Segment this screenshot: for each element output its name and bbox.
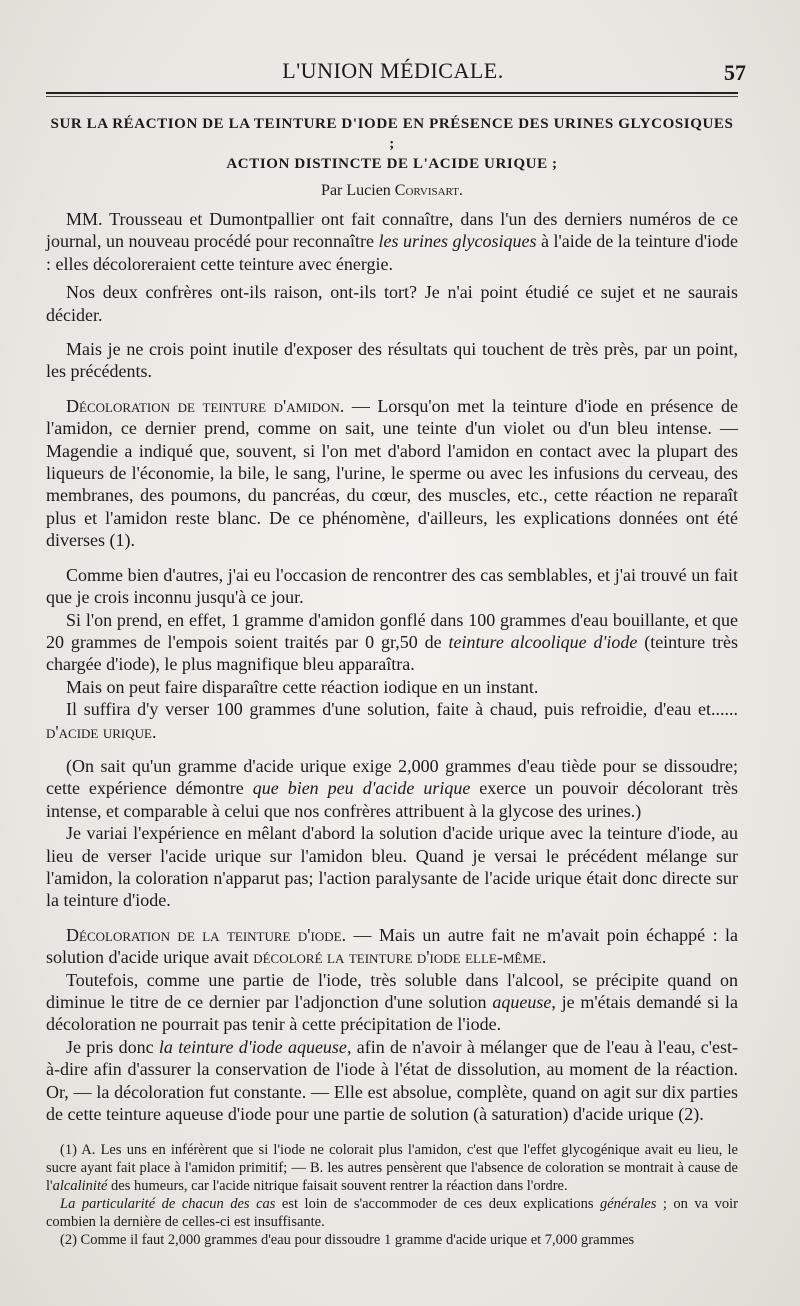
paragraph-4 (46, 395, 738, 552)
paragraph-13-text: Je pris donc (66, 1036, 159, 1057)
paragraph-10: Je variai l'expérience en mêlant d'abord la solution d'acide urique avec la teinture d'iode, au lieu de verser l'acide urique sur l'amidon bleu. Quand je versai le précédent mélange sur l'amidon, la coloration n'apparut pas; l'action paralysante de l'acide urique était donc directe sur la teinture d'iode. (46, 823, 738, 911)
paragraph-6-text: Si l'on prend, en effet, 1 gramme d'amidon gonflé dans 100 grammes d'eau bouillante, et que 20 grammes de l'empois soient traités par 0 gr,50 de (46, 609, 738, 652)
footnote-1b-emphasis-2: générales (599, 1196, 657, 1213)
paragraph-13 (46, 1036, 738, 1126)
paragraph-6-emphasis: teinture alcoolique d'iode (448, 631, 638, 652)
paragraph-11-smallcaps: décoloré la teinture d'iode elle-même. (253, 947, 547, 968)
header-rule-thin (46, 96, 738, 97)
paragraph-4-text: — Lorsqu'on met la teinture d'iode en présence de l'amidon, ce dernier prend, comme on sait, une teinte d'un violet ou d'un bleu intense. — Magendie a indiqué que, souvent, si l'on met d'abord l'amidon en contact avec la plupart des liqueurs de l'économie, la bile, le sang, l'urine, le sperme ou avec les infusions du cerveau, des membranes, des poumons, du pancréas, du cœur, des muscles, etc., cette réaction ne reparaît plus et l'amidon reste blanc. De ce phénomène, d'ailleurs, les explications données ont été diverses (1). (46, 395, 738, 551)
paragraph-8 (46, 698, 738, 743)
article-body (46, 104, 738, 1249)
paragraph-12-text: Toutefois, comme une partie de l'iode, très soluble dans l'alcool, se précipite quand on diminue le titre de ce dernier par l'adjonction d'une solution (46, 969, 738, 1012)
paragraph-11-text: — Mais un autre fait ne m'avait poin échappé : la solution d'acide urique avait (46, 924, 738, 968)
paragraph-13-end: , afin de n'avoir à mélanger que de l'eau à l'eau, c'est-à-dire afin d'assurer la conservation de l'iode à l'état de dissolution, au moment de la réaction. Or, — la décoloration fut constante. — Elle est absolue, complète, quand on agit sur dix parties de cette teinture aqueuse d'iode pour une partie de solution (à saturation) d'acide urique (2). (46, 1036, 739, 1125)
paragraph-11 (46, 924, 738, 969)
paragraph-9 (46, 755, 738, 822)
paragraph-12 (46, 969, 738, 1036)
article-title-line-1: SUR LA RÉACTION DE LA TEINTURE D'IODE EN PRÉSENCE DES URINES GLYCOSIQUES ; (50, 116, 734, 152)
page-header (46, 58, 746, 88)
footnote-1-continued (46, 1195, 738, 1231)
byline (46, 182, 738, 200)
paragraph-3: Mais je ne crois point inutile d'exposer des résultats qui touchent de très près, par un point, les précédents. (46, 339, 738, 382)
paragraph-9-end: exerce un pouvoir décolorant très intense, et comparable à celui que nos confrères attribuent à la glycose des urines.) (46, 778, 739, 821)
article-title-line-2: ACTION DISTINCTE DE L'ACIDE URIQUE ; (226, 156, 558, 172)
paragraph-6-end: (teinture très chargée d'iode), le plus magnifique bleu apparaîtra. (46, 631, 739, 675)
footnote-1 (46, 1141, 738, 1195)
paragraph-1-end: à l'aide de la teinture d'iode : elles décoloreraient cette teinture avec énergie. (46, 231, 738, 274)
footnote-1b-emphasis: La particularité de chacun des cas (60, 1196, 276, 1213)
footnote-1-emphasis: alcalinité (52, 1178, 108, 1195)
paragraph-7: Mais on peut faire disparaître cette réaction iodique en un instant. (66, 676, 539, 697)
footnote-1b-text: est loin de s'accommoder de ces deux explications (275, 1196, 600, 1213)
footnote-1-text: (1) A. Les uns en inférèrent que si l'iode ne colorait plus l'amidon, c'est que l'effet glycogénique avait eu lieu, le sucre ayant fait place à l'amidon primitif; — B. les autres pensèrent que l'absence de coloration se montrait à cause de l' (46, 1142, 738, 1195)
paragraph-1-emphasis: les urines glycosiques (378, 231, 537, 252)
header-rule (46, 92, 738, 94)
paragraph-13-emphasis: la teinture d'iode aqueuse (158, 1036, 347, 1057)
page-number: 57 (724, 60, 746, 85)
footnote-2: (2) Comme il faut 2,000 grammes d'eau pour dissoudre 1 gramme d'acide urique et 7,000 grammes (60, 1232, 635, 1249)
byline-author: Corvisart. (394, 182, 463, 199)
paragraph-1-text: MM. Trousseau et Dumontpallier ont fait connaître, dans l'un des derniers numéros de ce journal, un nouveau procédé pour reconnaître (46, 209, 738, 252)
footnote-1b-end: ; on va voir combien la dernière de celles-ci est insuffisante. (46, 1196, 738, 1231)
footnotes (46, 1141, 738, 1249)
paragraph-8-smallcaps: d'acide urique. (46, 721, 157, 742)
paragraph-2: Nos deux confrères ont-ils raison, ont-ils tort? Je n'ai point étudié ce sujet et ne saurais décider. (46, 282, 738, 325)
paragraph-12-end: , je m'étais demandé si la décoloration ne pourrait pas tenir à cette précipitation de l'iode. (46, 992, 739, 1035)
paragraph-8-text: Il suffira d'y verser 100 grammes d'une solution, faite à chaud, puis refroidie, d'eau et...... (66, 699, 738, 720)
paragraph-5: Comme bien d'autres, j'ai eu l'occasion de rencontrer des cas semblables, et j'ai trouvé un fait que je crois inconnu jusqu'à ce jour. (46, 564, 738, 608)
article-title (46, 114, 738, 174)
section-heading-amidon: Décoloration de teinture d'amidon. (66, 395, 345, 416)
paragraph-12-emphasis: aqueuse (492, 992, 552, 1012)
section-heading-iode: Décoloration de la teinture d'iode. (66, 924, 347, 945)
footnote-1-end: des humeurs, car l'acide nitrique faisait souvent rentrer la réaction dans l'ordre. (107, 1178, 568, 1195)
byline-prefix: Par Lucien (321, 182, 395, 199)
paragraph-1 (46, 208, 738, 275)
paragraph-9-text: (On sait qu'un gramme d'acide urique exige 2,000 grammes d'eau tiède pour se dissoudre; cette expérience démontre (46, 755, 738, 799)
paragraph-6 (46, 609, 738, 676)
paragraph-9-emphasis: que bien peu d'acide urique (252, 778, 471, 799)
running-title: L'UNION MÉDICALE. (282, 58, 504, 83)
